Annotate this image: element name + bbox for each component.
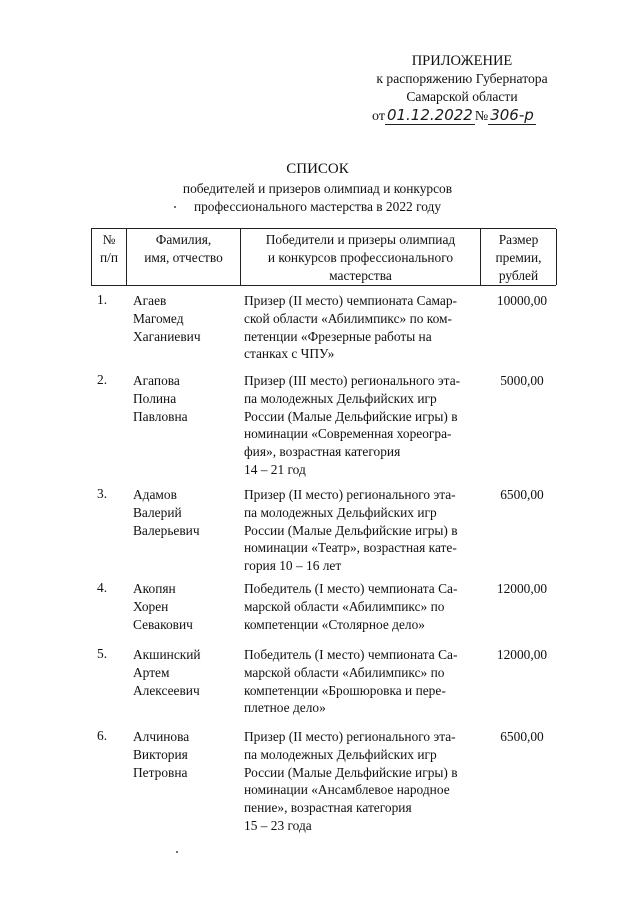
header-prize: Размер премии, рублей <box>481 229 557 285</box>
header-name: Фамилия, имя, отчество <box>127 229 241 285</box>
appendix-heading: ПРИЛОЖЕНИЕ <box>411 53 513 69</box>
handwritten-number: 306-р <box>490 106 534 124</box>
row-number: 1. <box>97 292 108 307</box>
row-prize: 12000,00 <box>496 647 548 662</box>
row-number: 5. <box>97 646 108 661</box>
row-name: Агапова Полина Павловна <box>133 373 188 424</box>
table-header <box>91 228 556 286</box>
row-name: Акопян Хорен Севакович <box>133 581 193 632</box>
row-name: Алчинова Виктория Петровна <box>133 729 190 780</box>
title-subtitle-2: профессионального мастерства в 2022 году <box>193 199 442 214</box>
document-title <box>140 160 495 216</box>
row-prize: 6500,00 <box>500 487 544 502</box>
row-description: Призер (II место) регионального эта- па молодежных Дельфийских игр России (Малые Дельфийские игры) в номинации «Ансамблевое народное пение», возрастная категория 15 – 23 года <box>244 729 458 833</box>
appendix-block <box>362 52 562 106</box>
number-sign: № <box>474 109 489 124</box>
handwritten-date: 01.12.2022 <box>386 106 473 124</box>
row-description: Победитель (I место) чемпионата Са- марской области «Абилимпикс» по компетенции «Брошюровка и пере- плетное дело» <box>244 647 458 716</box>
row-description: Призер (III место) регионального эта- па молодежных Дельфийских игр России (Малые Дельфийские игры) в номинации «Современная хореогра- фия», возрастная категория 14 – 21 год <box>244 373 461 477</box>
scan-speck <box>176 851 178 853</box>
row-description: Победитель (I место) чемпионата Са- марской области «Абилимпикс» по компетенции «Столярное дело» <box>244 581 458 632</box>
row-number: 6. <box>97 728 108 743</box>
appendix-line-2: Самарской области <box>406 89 518 104</box>
date-prefix: от <box>372 109 385 124</box>
row-description: Призер (II место) чемпионата Самар- ской области «Абилимпикс» по ком- петенции «Фрезерные работы на станках с ЧПУ» <box>244 293 458 362</box>
row-name: Адамов Валерий Валерьевич <box>133 487 200 538</box>
scan-speck <box>174 206 176 208</box>
row-prize: 10000,00 <box>496 293 548 308</box>
appendix-line-1: к распоряжению Губернатора <box>376 71 548 86</box>
title-main: СПИСОК <box>286 161 349 177</box>
row-number: 2. <box>97 372 108 387</box>
row-name: Акшинский Артем Алексеевич <box>133 647 201 698</box>
header-number: № п/п <box>92 229 127 285</box>
header-description: Победители и призеры олимпиад и конкурсов профессионального мастерства <box>241 229 481 285</box>
row-number: 3. <box>97 486 108 501</box>
row-number: 4. <box>97 580 108 595</box>
row-prize: 5000,00 <box>500 373 544 388</box>
row-name: Агаев Магомед Хаганиевич <box>133 293 201 344</box>
document-date-number <box>372 106 572 125</box>
row-description: Призер (II место) регионального эта- па молодежных Дельфийских игр России (Малые Дельфийские игры) в номинации «Театр», возрастная кате- гория 10 – 16 лет <box>244 487 458 574</box>
title-subtitle-1: победителей и призеров олимпиад и конкурсов <box>182 181 453 196</box>
row-prize: 12000,00 <box>496 581 548 596</box>
row-prize: 6500,00 <box>500 729 544 744</box>
